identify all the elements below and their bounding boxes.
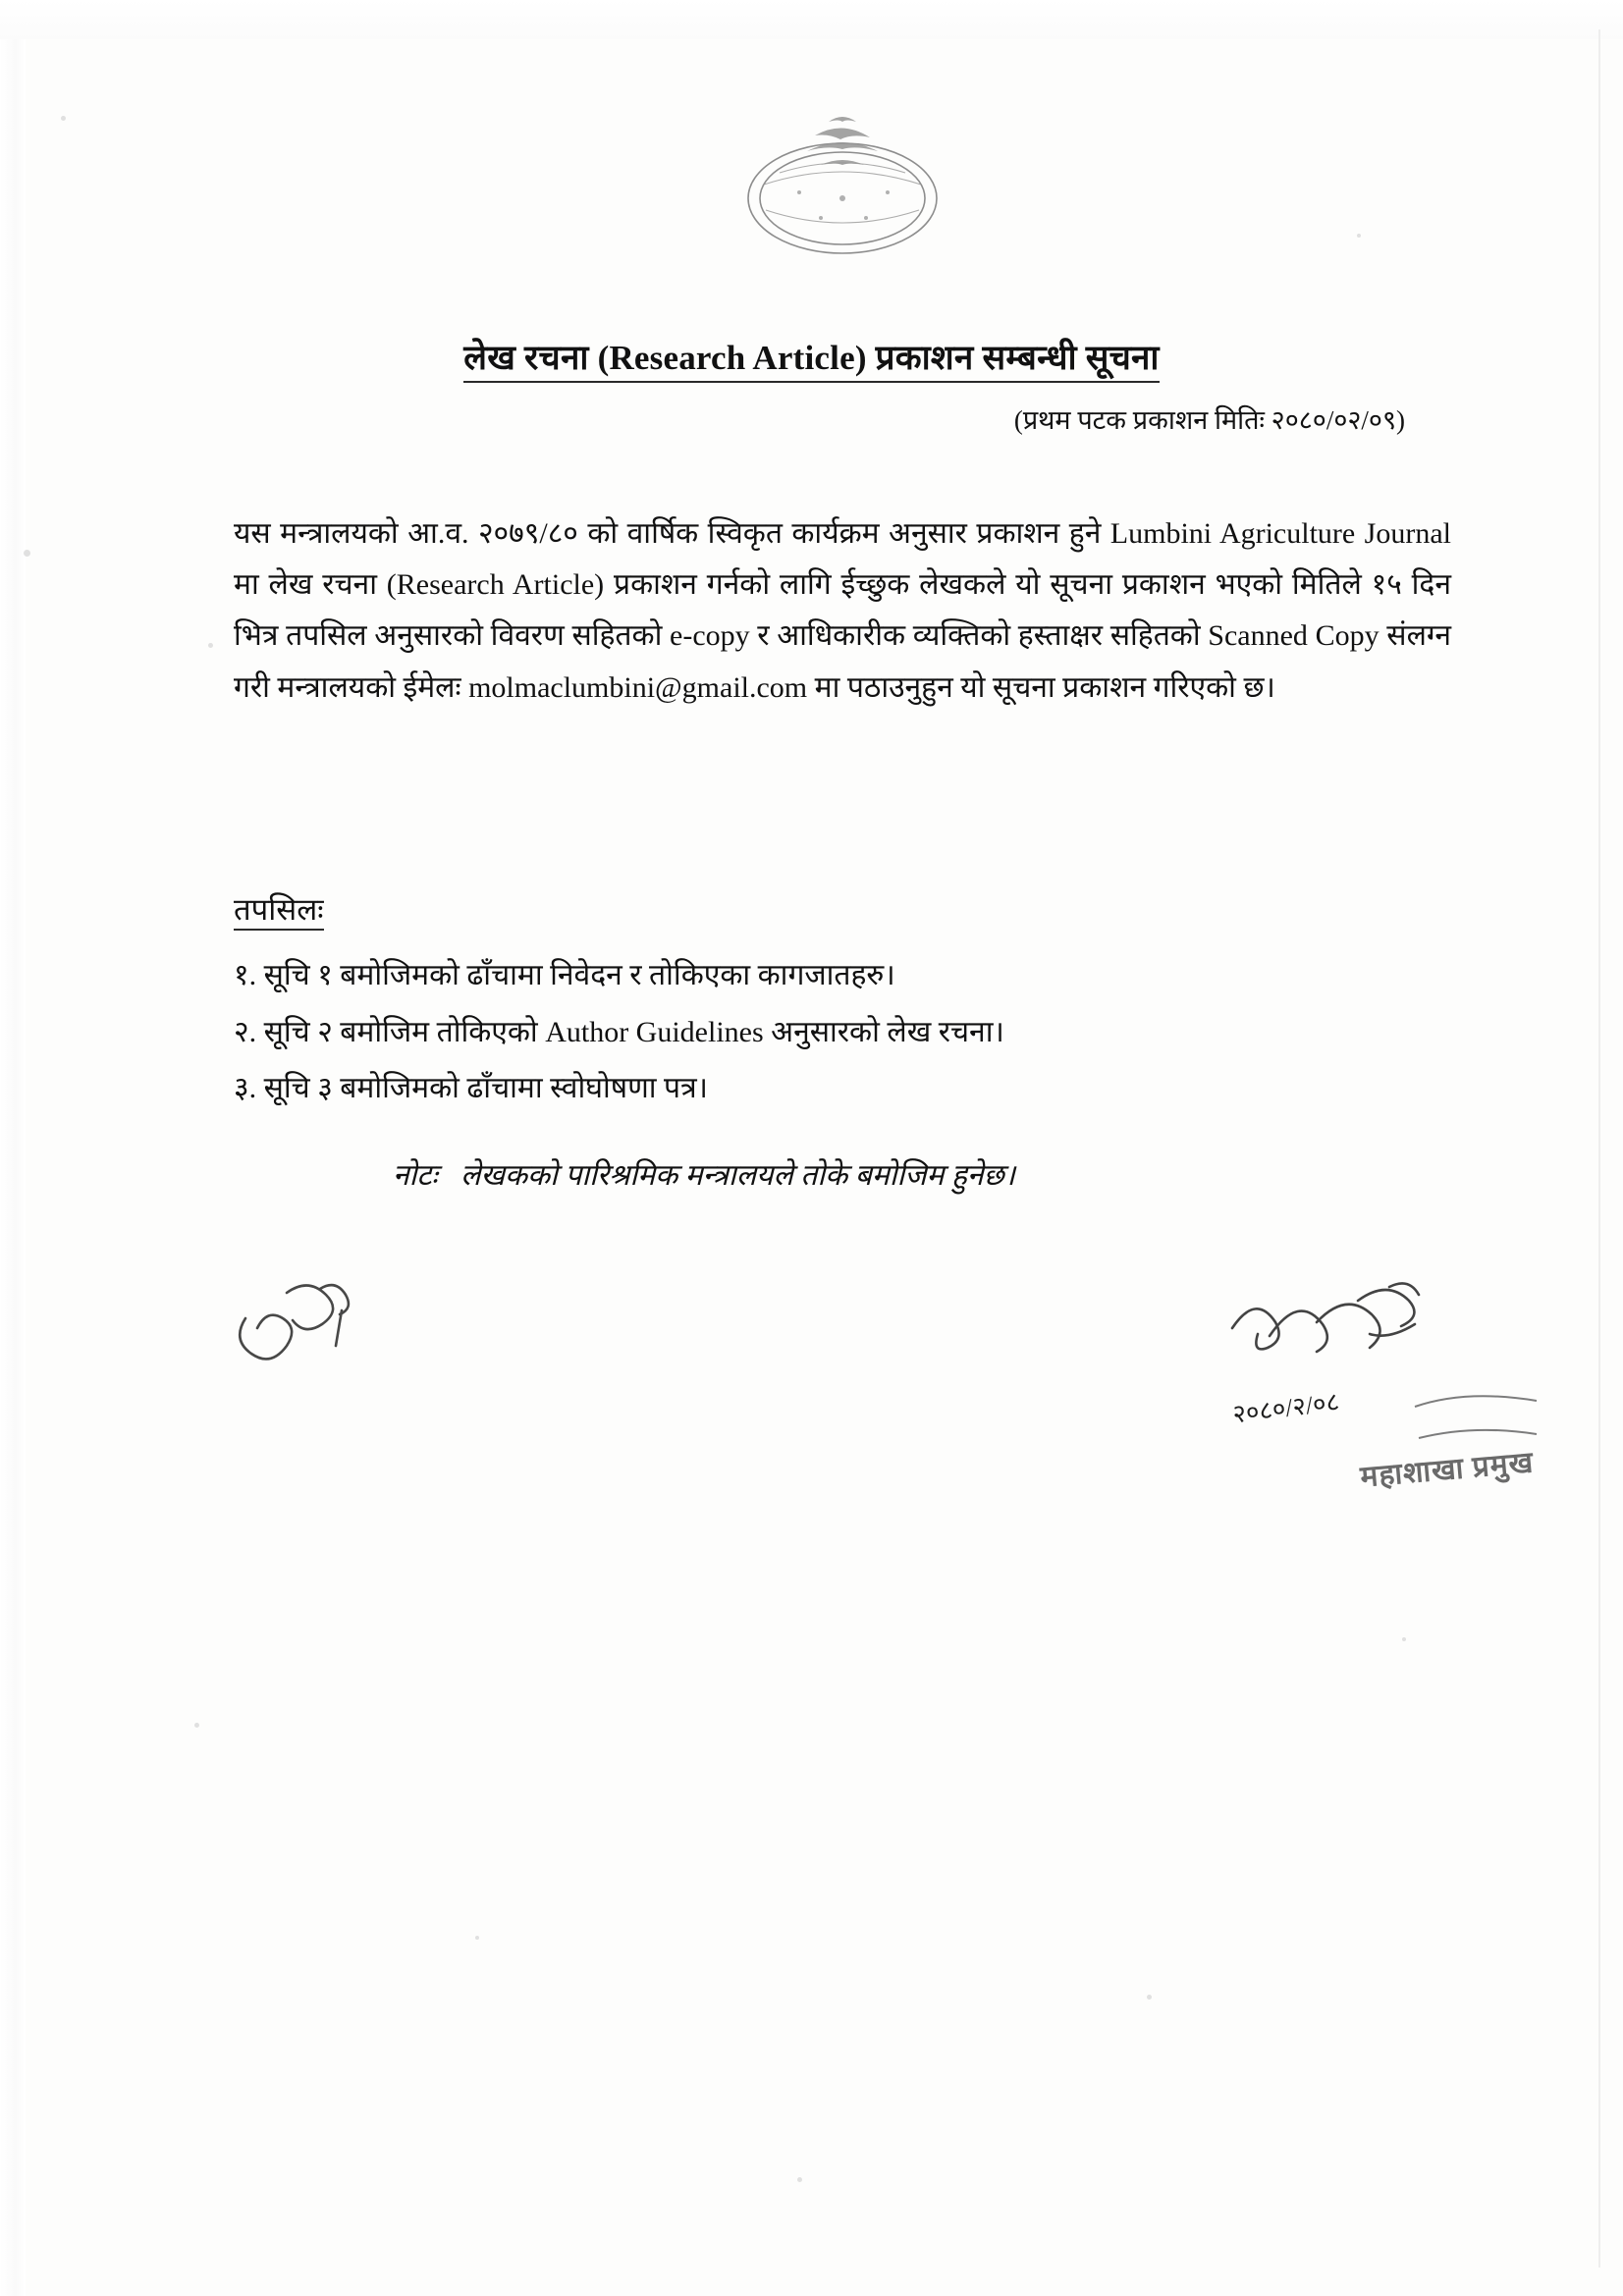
scan-speck [797, 2177, 802, 2182]
notice-body [234, 508, 1451, 714]
page-title-text: लेख रचना (Research Article) प्रकाशन सम्बन्धी सूचना [463, 339, 1159, 383]
notice-body-text: यस मन्त्रालयको आ.व. २०७९/८० को वार्षिक स्विकृत कार्यक्रम अनुसार प्रकाशन हुने Lumbini Agriculture Journal मा लेख रचना (Research Article) प्रकाशन गर्नको लागि ईच्छुक लेखकले यो सूचना प्रकाशन भएको मितिले १५ दिन भित्र तपसिल अनुसारको विवरण सहितको e-copy र आधिकारीक व्यक्तिको हस्ताक्षर सहितको Scanned Copy संलग्न गरी मन्त्रालयको ईमेलः molmaclumbini@gmail.com मा पठाउनुहुन यो सूचना प्रकाशन गरिएको छ। [234, 517, 1451, 704]
signature-date: २०८०/२/०८ [1230, 1387, 1341, 1429]
scan-speck [1402, 1637, 1406, 1641]
note-line [393, 1153, 1015, 1194]
schedule-heading [234, 888, 324, 930]
note-text: लेखकको पारिश्रमिक मन्त्रालयले तोके बमोजिम हुनेछ। [460, 1159, 1015, 1192]
scan-speck [24, 550, 30, 557]
schedule-heading-text: तपसिलः [234, 892, 324, 931]
scan-speck [61, 116, 66, 121]
government-emblem-seal [705, 108, 980, 275]
scan-top-edge [0, 0, 1623, 39]
official-stamp-text: महाशाखा प्रमुख [1359, 1446, 1536, 1494]
handwritten-initial-left [226, 1271, 383, 1379]
note-label: नोटः [393, 1159, 438, 1192]
scan-speck [194, 1723, 199, 1728]
schedule-list [234, 947, 1451, 1117]
scan-speck [1357, 234, 1361, 238]
list-item: ३. सूचि ३ बमोजिमको ढाँचामा स्वोघोषणा पत्र। [234, 1072, 708, 1105]
page-title [0, 334, 1623, 380]
list-item: १. सूचि १ बमोजिमको ढाँचामा निवेदन र तोकिएका कागजातहरु। [234, 959, 895, 991]
publication-date-subtitle: (प्रथम पटक प्रकाशन मितिः २०८०/०२/०९) [1013, 405, 1405, 435]
scan-speck [1147, 1995, 1152, 2000]
scan-speck [475, 1936, 479, 1940]
list-item: २. सूचि २ बमोजिम तोकिएको Author Guidelines अनुसारको लेख रचना। [234, 1015, 1004, 1048]
scan-speck [208, 643, 213, 648]
